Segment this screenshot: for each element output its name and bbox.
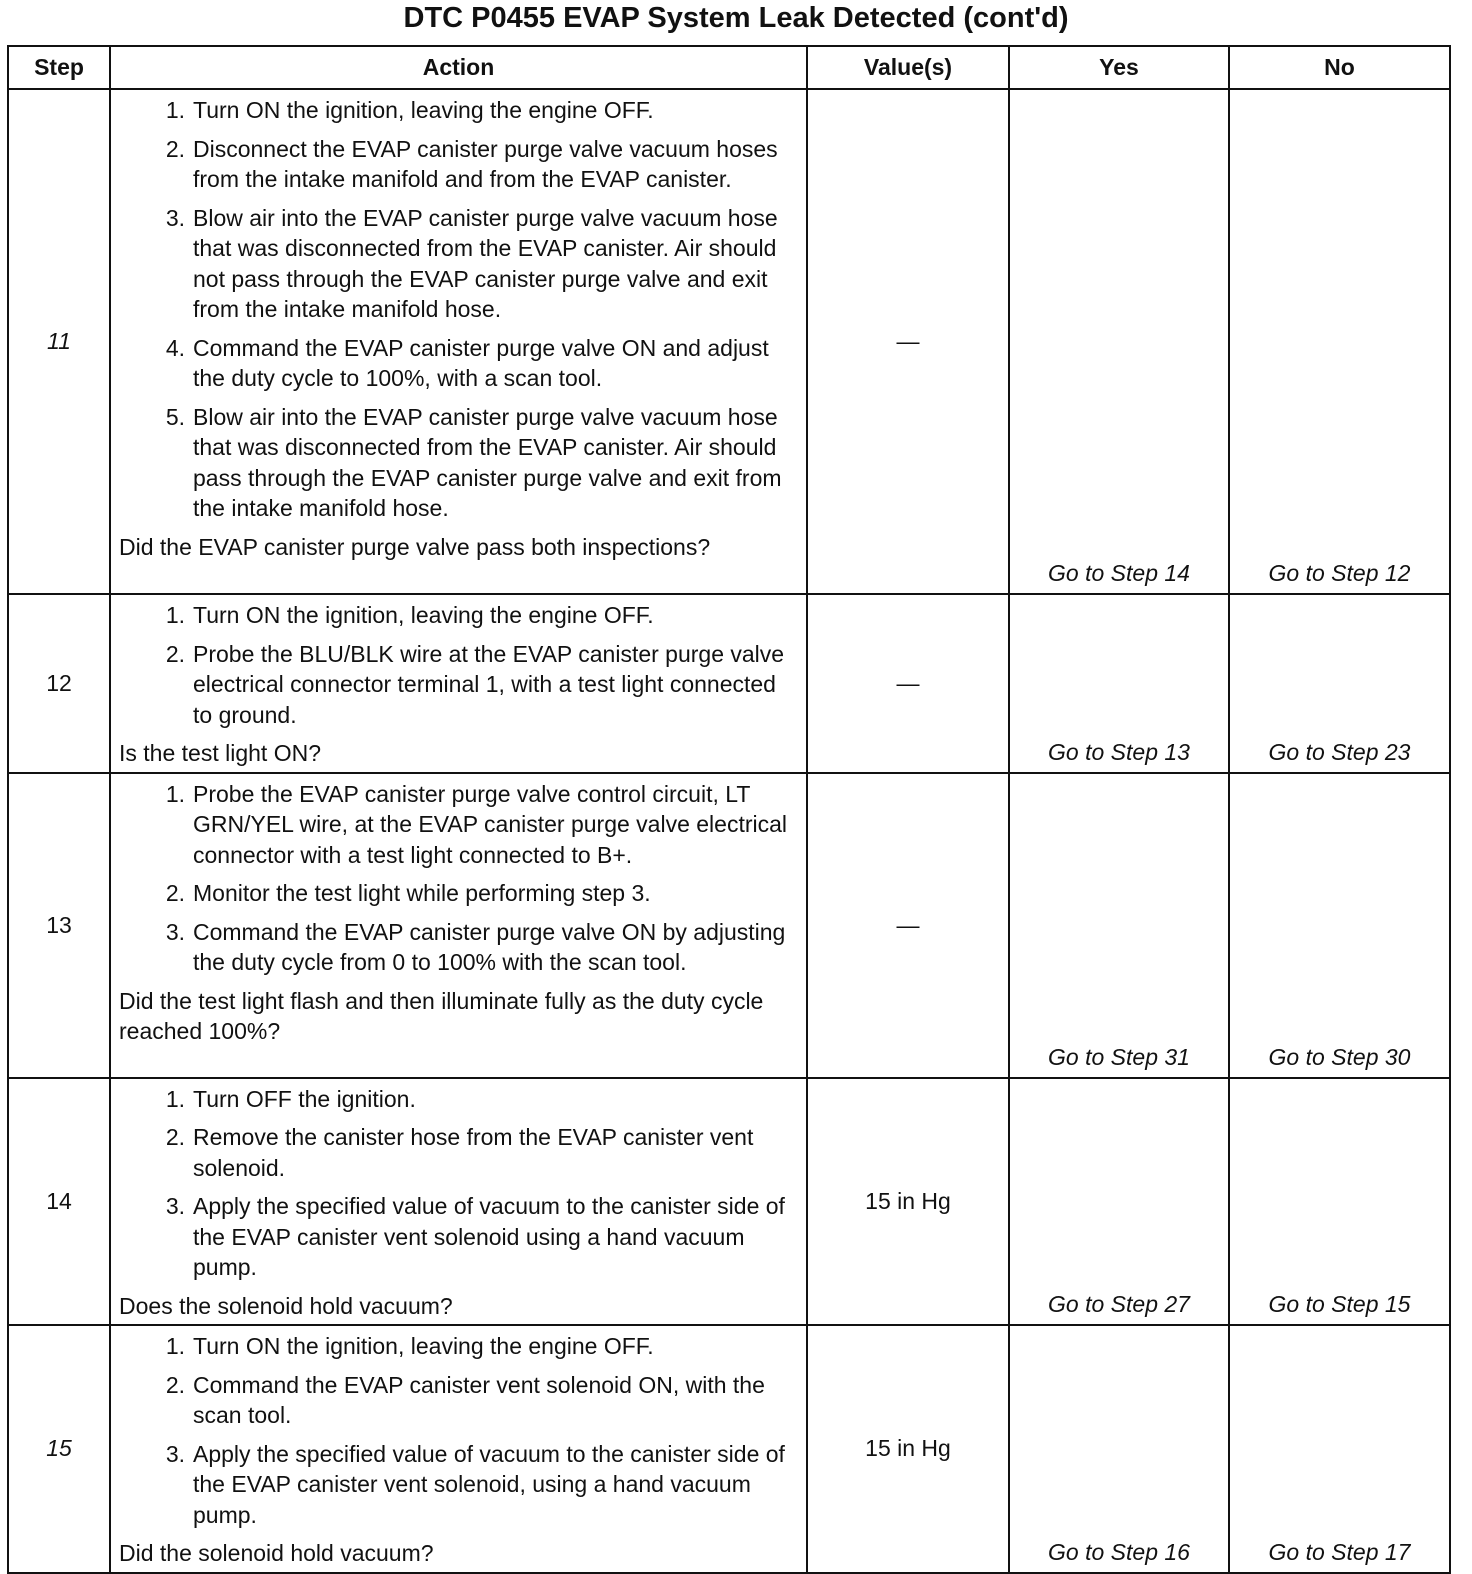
action-step-number: 2. xyxy=(165,1371,185,1398)
step-number: 12 xyxy=(8,594,110,773)
step-number: 15 xyxy=(8,1325,110,1573)
value-cell: 15 in Hg xyxy=(807,1325,1009,1573)
action-step-text: Turn ON the ignition, leaving the engine OFF. xyxy=(193,1333,654,1359)
yes-link[interactable]: Go to Step 27 xyxy=(1009,1078,1229,1326)
action-step xyxy=(119,1084,800,1115)
action-steps-list xyxy=(119,1331,800,1530)
action-cell xyxy=(110,89,807,594)
action-question: Did the EVAP canister purge valve pass both inspections? xyxy=(119,533,711,560)
action-step xyxy=(119,402,800,524)
action-step xyxy=(119,203,800,325)
action-step xyxy=(119,779,800,871)
action-cell xyxy=(110,594,807,773)
action-step-number: 5. xyxy=(165,403,185,430)
action-step-number: 3. xyxy=(165,918,185,945)
action-steps-list xyxy=(119,95,800,524)
yes-link[interactable]: Go to Step 14 xyxy=(1009,89,1229,594)
header-action: Action xyxy=(110,46,807,89)
action-step-text: Disconnect the EVAP canister purge valve vacuum hoses from the intake manifold and from the EVAP canister. xyxy=(193,135,778,192)
table-row xyxy=(8,773,1450,1078)
action-step xyxy=(119,1370,800,1431)
value-cell: — xyxy=(807,594,1009,773)
header-yes: Yes xyxy=(1009,46,1229,89)
no-link[interactable]: Go to Step 12 xyxy=(1229,89,1450,594)
action-step-text: Remove the canister hose from the EVAP canister vent solenoid. xyxy=(193,1124,754,1181)
header-no: No xyxy=(1229,46,1450,89)
action-step-text: Turn ON the ignition, leaving the engine OFF. xyxy=(193,97,654,123)
no-link[interactable]: Go to Step 23 xyxy=(1229,594,1450,773)
value-cell: 15 in Hg xyxy=(807,1078,1009,1326)
action-step-number: 3. xyxy=(165,1440,185,1467)
action-step-text: Blow air into the EVAP canister purge valve vacuum hose that was disconnected from the EVAP canister. Air should pass through the EVAP canister purge valve and exit from the intake manifold hose. xyxy=(193,403,782,521)
action-step xyxy=(119,95,800,126)
action-step-number: 1. xyxy=(165,97,185,123)
action-question: Did the solenoid hold vacuum? xyxy=(119,1540,434,1566)
action-step-number: 1. xyxy=(165,780,185,807)
action-step-text: Command the EVAP canister purge valve ON by adjusting the duty cycle from 0 to 100% with the scan tool. xyxy=(193,918,786,975)
action-step-text: Monitor the test light while performing step 3. xyxy=(193,880,651,906)
action-cell xyxy=(110,1325,807,1573)
action-cell xyxy=(110,1078,807,1326)
yes-link[interactable]: Go to Step 16 xyxy=(1009,1325,1229,1573)
value-cell: — xyxy=(807,89,1009,594)
action-step xyxy=(119,1122,800,1183)
table-row xyxy=(8,89,1450,594)
action-step-number: 2. xyxy=(165,640,185,667)
action-steps-list xyxy=(119,1084,800,1283)
action-step xyxy=(119,917,800,978)
no-link[interactable]: Go to Step 15 xyxy=(1229,1078,1450,1326)
action-step-text: Probe the EVAP canister purge valve control circuit, LT GRN/YEL wire, at the EVAP canister purge valve electrical connector with a test light connected to B+. xyxy=(193,780,788,868)
action-step xyxy=(119,639,800,731)
header-step: Step xyxy=(8,46,110,89)
action-step-text: Command the EVAP canister purge valve ON and adjust the duty cycle to 100%, with a scan tool. xyxy=(193,334,769,391)
action-step xyxy=(119,1439,800,1531)
action-step-number: 2. xyxy=(165,1124,185,1150)
action-step-number: 3. xyxy=(165,204,185,231)
no-link[interactable]: Go to Step 17 xyxy=(1229,1325,1450,1573)
action-steps-list xyxy=(119,600,800,730)
step-number: 11 xyxy=(8,89,110,594)
action-step-text: Blow air into the EVAP canister purge valve vacuum hose that was disconnected from the EVAP canister. Air should not pass through the EVAP canister purge valve and exit from the intake manifold hose. xyxy=(193,204,778,322)
action-step-text: Turn OFF the ignition. xyxy=(193,1085,416,1112)
page-title: DTC P0455 EVAP System Leak Detected (cont'd) xyxy=(403,2,1069,34)
action-step-text: Command the EVAP canister vent solenoid ON, with the scan tool. xyxy=(193,1371,765,1428)
step-number: 14 xyxy=(8,1078,110,1326)
action-step-number: 4. xyxy=(165,334,185,361)
header-row xyxy=(8,46,1450,89)
action-step-text: Probe the BLU/BLK wire at the EVAP canister purge valve electrical connector terminal 1, with a test light connected to ground. xyxy=(193,640,785,728)
header-values: Value(s) xyxy=(807,46,1009,89)
action-step xyxy=(119,134,800,195)
action-step xyxy=(119,600,800,631)
action-step-text: Apply the specified value of vacuum to the canister side of the EVAP canister vent solenoid, using a hand vacuum pump. xyxy=(193,1440,785,1528)
action-step-text: Turn ON the ignition, leaving the engine OFF. xyxy=(193,602,654,628)
action-step-number: 2. xyxy=(165,880,185,906)
action-step xyxy=(119,1191,800,1283)
table-row xyxy=(8,1325,1450,1573)
diagnostic-table xyxy=(7,45,1451,1574)
step-number: 13 xyxy=(8,773,110,1078)
action-step-number: 1. xyxy=(165,1085,185,1112)
action-question: Is the test light ON? xyxy=(119,740,321,766)
value-cell: — xyxy=(807,773,1009,1078)
action-question: Does the solenoid hold vacuum? xyxy=(119,1292,453,1319)
no-link[interactable]: Go to Step 30 xyxy=(1229,773,1450,1078)
action-step xyxy=(119,1331,800,1362)
action-step-number: 3. xyxy=(165,1193,185,1219)
action-cell xyxy=(110,773,807,1078)
table-row xyxy=(8,594,1450,773)
action-step xyxy=(119,333,800,394)
action-steps-list xyxy=(119,779,800,978)
yes-link[interactable]: Go to Step 31 xyxy=(1009,773,1229,1078)
action-step xyxy=(119,878,800,909)
action-step-number: 1. xyxy=(165,1333,185,1359)
table-row xyxy=(8,1078,1450,1326)
action-question: Did the test light flash and then illuminate fully as the duty cycle reached 100%? xyxy=(119,987,764,1044)
action-step-number: 1. xyxy=(165,602,185,628)
yes-link[interactable]: Go to Step 13 xyxy=(1009,594,1229,773)
action-step-text: Apply the specified value of vacuum to the canister side of the EVAP canister vent solenoid using a hand vacuum pump. xyxy=(193,1193,785,1280)
action-step-number: 2. xyxy=(165,135,185,162)
